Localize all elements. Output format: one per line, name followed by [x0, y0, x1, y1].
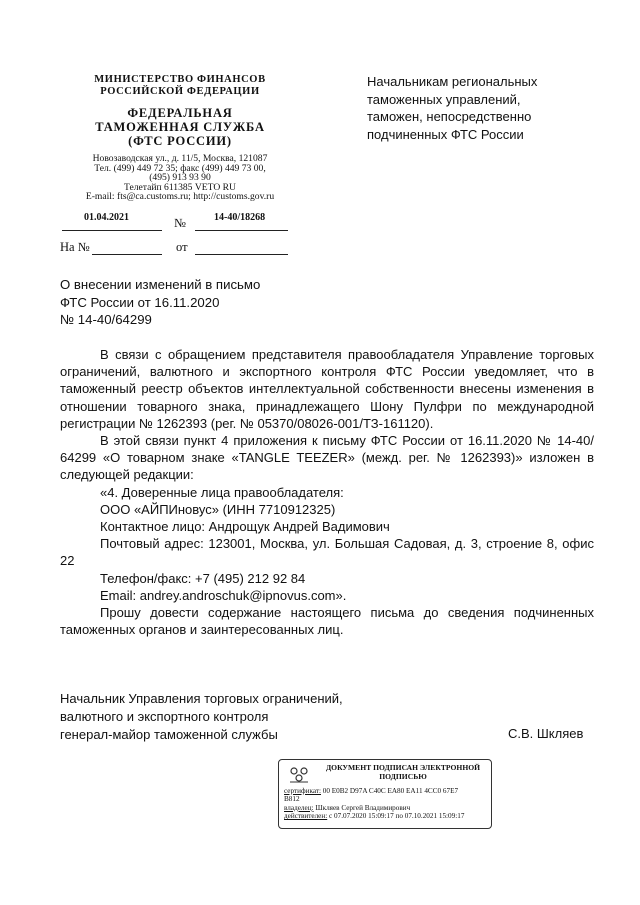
ministry-line-1: МИНИСТЕРСТВО ФИНАНСОВ — [94, 74, 266, 85]
body-item-contact: Контактное лицо: Андрощук Андрей Вадимович — [100, 519, 390, 535]
stamp-cert-value: 00 E0B2 D97A C40C EA80 EA11 4CC0 67E7 — [322, 787, 459, 795]
body-paragraph-request: Прошу довести содержание настоящего письма до сведения подчиненных таможенных органов и заинтересованных лиц. — [60, 605, 594, 638]
subject-line-1: О внесении изменений в письмо — [60, 277, 261, 292]
stamp-title-line-1: ДОКУМЕНТ ПОДПИСАН ЭЛЕКТРОННОЙ — [325, 763, 481, 772]
stamp-owner-label: владелец: — [284, 803, 314, 812]
stamp-owner — [284, 804, 488, 812]
stamp-details — [284, 787, 488, 821]
reply-to-label: На № — [60, 240, 90, 254]
stamp-valid-label: действителен: — [284, 812, 328, 821]
stamp-cert-label: сертификат: — [284, 787, 321, 795]
letter-number: 14-40/18268 — [214, 212, 266, 223]
letter-body — [60, 346, 594, 638]
ministry-name — [60, 74, 300, 98]
number-sign: № — [174, 216, 186, 230]
ministry-line-2: РОССИЙСКОЙ ФЕДЕРАЦИИ — [100, 86, 260, 97]
letter-date: 01.04.2021 — [84, 212, 129, 223]
contact-phone-2: (495) 913 93 90 — [149, 172, 211, 184]
signature-position — [60, 690, 343, 744]
stamp-title — [319, 764, 487, 781]
emblem-icon — [287, 764, 311, 784]
body-item-header: «4. Доверенные лица правообладателя: — [100, 484, 344, 500]
contact-phone: Тел. (499) 449 72 35; факс (499) 449 73 00, — [94, 162, 266, 174]
electronic-signature-stamp — [278, 759, 492, 829]
contact-teletype: Телетайп 611385 VETO RU — [124, 181, 236, 193]
addressee-line-3: таможен, непосредственно — [367, 109, 532, 124]
number-underline — [195, 230, 288, 231]
subject-line-2: ФТС России от 16.11.2020 — [60, 294, 220, 310]
reply-number-underline — [92, 254, 162, 255]
reply-from-label: от — [176, 240, 188, 254]
service-line-3: (ФТС РОССИИ) — [128, 134, 232, 148]
signature-line-3: генерал-майор таможенной службы — [60, 727, 278, 742]
stamp-cert-value-2: B812 — [284, 795, 300, 804]
addressee-line-2: таможенных управлений, — [367, 91, 521, 107]
addressee — [367, 73, 597, 143]
body-paragraph-notice: В связи с обращением представителя правообладателя Управление торговых ограничений, валютного и экспортного контроля ФТС России уведомляет, что в таможенный реестр объектов интеллектуальной собственности внесены изменения в отношении товарного знака, принадлежащего Шону Пулфри по международной регистрации № 1262393 (рег. № 05370/08026-001/ТЗ-161120). — [60, 347, 594, 431]
date-underline — [62, 230, 162, 231]
body-item-address: Почтовый адрес: 123001, Москва, ул. Большая Садовая, д. 3, строение 8, офис 22 — [60, 536, 594, 569]
signature-line-1: Начальник Управления торговых ограничений, — [60, 691, 343, 706]
body-paragraph-amendment: В этой связи пункт 4 приложения к письму ФТС России от 16.11.2020 № 14-40/ 64299 «О товарном знаке «TANGLE TEEZER» (межд. рег. № 1262393)» изложен в следующей редакции: — [60, 433, 594, 483]
body-item-company: ООО «АЙПИновус» (ИНН 7710912325) — [100, 501, 336, 517]
signature-line-2: валютного и экспортного контроля — [60, 709, 269, 724]
stamp-validity — [284, 812, 488, 820]
service-line-1: ФЕДЕРАЛЬНАЯ — [127, 106, 233, 120]
contact-email: E-mail: fts@ca.customs.ru; http://customs.gov.ru — [85, 191, 275, 203]
addressee-line-1: Начальникам региональных — [367, 74, 538, 89]
body-item-email: Email: andrey.androschuk@ipnovus.com». — [100, 587, 347, 603]
service-name — [60, 106, 300, 148]
service-line-2: ТАМОЖЕННАЯ СЛУЖБА — [95, 120, 265, 134]
body-item-phone: Телефон/факс: +7 (495) 212 92 84 — [100, 570, 306, 586]
stamp-valid-value: с 07.07.2020 15:09:17 по 07.10.2021 15:09:17 — [329, 812, 465, 821]
contact-details — [60, 154, 300, 202]
subject-line-3: № 14-40/64299 — [60, 312, 152, 327]
reply-date-underline — [195, 254, 288, 255]
addressee-line-4: подчиненных ФТС России — [367, 126, 524, 142]
stamp-title-line-2: ПОДПИСЬЮ — [379, 771, 427, 781]
subject — [60, 276, 260, 329]
stamp-certificate — [284, 787, 488, 795]
contact-address: Новозаводская ул., д. 11/5, Москва, 121087 — [92, 153, 268, 164]
stamp-owner-value: Шкляев Сергей Владимирович — [315, 803, 411, 812]
signer-name: С.В. Шкляев — [508, 726, 584, 741]
